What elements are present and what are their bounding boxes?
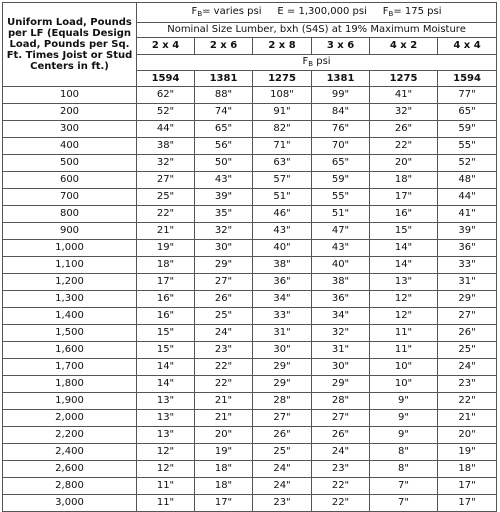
fb-value-0: 1594 [137,71,195,87]
span-cell: 47" [312,223,370,240]
row-header-cell: Uniform Load, Pounds per LF (Equals Design Load, Pounds per Sq. Ft. Times Joist or Stud Centers in ft.) [3,3,137,87]
span-cell: 39" [195,189,253,206]
e-value: E = 1,300,000 psi [277,6,367,17]
fb-value-5: 1594 [438,71,497,87]
table-row [3,410,497,427]
span-cell: 33" [438,257,497,274]
span-cell: 26" [438,325,497,342]
span-cell: 23" [195,342,253,359]
span-cell: 18" [195,478,253,495]
span-cell: 39" [438,223,497,240]
load-cell: 800 [3,206,137,223]
span-cell: 27" [438,308,497,325]
table-row [3,155,497,172]
span-cell: 74" [195,104,253,121]
span-cell: 62" [137,87,195,104]
span-cell: 26" [253,427,312,444]
load-cell: 2,600 [3,461,137,478]
fv-symbol: F [382,6,389,17]
fb-label-symbol: F [302,56,309,67]
span-cell: 19" [137,240,195,257]
load-cell: 2,400 [3,444,137,461]
load-cell: 3,000 [3,495,137,512]
span-cell: 26" [312,427,370,444]
span-cell: 18" [438,461,497,478]
span-cell: 55" [438,138,497,155]
span-cell: 22" [195,376,253,393]
span-cell: 28" [312,393,370,410]
table-row [3,427,497,444]
span-cell: 18" [137,257,195,274]
span-cell: 9" [370,393,438,410]
span-cell: 7" [370,495,438,512]
span-cell: 16" [137,308,195,325]
span-cell: 27" [195,274,253,291]
span-cell: 29" [312,376,370,393]
span-cell: 25" [137,189,195,206]
span-cell: 108" [253,87,312,104]
span-data-body [3,87,497,512]
span-cell: 30" [253,342,312,359]
table-row [3,240,497,257]
load-cell: 2,000 [3,410,137,427]
span-cell: 31" [253,325,312,342]
span-cell: 33" [253,308,312,325]
span-cell: 70" [312,138,370,155]
span-cell: 9" [370,410,438,427]
span-cell: 23" [253,495,312,512]
span-cell: 31" [312,342,370,359]
span-cell: 17" [370,189,438,206]
table-row [3,291,497,308]
load-cell: 1,800 [3,376,137,393]
table-row [3,172,497,189]
span-cell: 48" [438,172,497,189]
span-cell: 43" [253,223,312,240]
span-cell: 21" [438,410,497,427]
fb-label-subscript: B [308,60,314,68]
span-cell: 27" [312,410,370,427]
design-params-cell [137,3,497,23]
span-cell: 38" [137,138,195,155]
span-cell: 38" [253,257,312,274]
size-header-2: 2 x 8 [253,38,312,55]
load-cell: 1,700 [3,359,137,376]
load-cell: 300 [3,121,137,138]
table-row [3,325,497,342]
table-row [3,393,497,410]
span-cell: 51" [253,189,312,206]
load-cell: 1,200 [3,274,137,291]
span-cell: 18" [370,172,438,189]
span-cell: 17" [438,478,497,495]
span-cell: 11" [137,495,195,512]
load-cell: 1,500 [3,325,137,342]
span-cell: 43" [195,172,253,189]
span-cell: 12" [137,461,195,478]
span-cell: 52" [137,104,195,121]
span-cell: 24" [195,325,253,342]
fb-value-3: 1381 [312,71,370,87]
load-cell: 1,000 [3,240,137,257]
span-cell: 30" [195,240,253,257]
span-cell: 11" [370,342,438,359]
span-cell: 44" [438,189,497,206]
table-row [3,461,497,478]
span-cell: 71" [253,138,312,155]
table-row [3,121,497,138]
span-cell: 63" [253,155,312,172]
span-cell: 23" [438,376,497,393]
load-cell: 2,800 [3,478,137,495]
table-row [3,223,497,240]
span-cell: 21" [195,410,253,427]
load-cell: 1,600 [3,342,137,359]
span-cell: 8" [370,461,438,478]
size-header-5: 4 x 4 [438,38,497,55]
span-cell: 23" [312,461,370,478]
span-cell: 13" [137,427,195,444]
span-cell: 32" [370,104,438,121]
load-cell: 700 [3,189,137,206]
span-cell: 65" [438,104,497,121]
span-cell: 41" [370,87,438,104]
span-cell: 76" [312,121,370,138]
span-cell: 77" [438,87,497,104]
span-cell: 59" [438,121,497,138]
span-cell: 15" [370,223,438,240]
span-cell: 10" [370,359,438,376]
span-cell: 40" [253,240,312,257]
span-cell: 52" [438,155,497,172]
table-row [3,444,497,461]
span-cell: 22" [312,478,370,495]
span-cell: 34" [253,291,312,308]
fb-value-2: 1275 [253,71,312,87]
span-cell: 44" [137,121,195,138]
size-header-4: 4 x 2 [370,38,438,55]
span-cell: 12" [370,308,438,325]
fv-value: = 175 psi [393,6,442,17]
span-cell: 55" [312,189,370,206]
span-cell: 21" [195,393,253,410]
span-cell: 20" [370,155,438,172]
span-cell: 13" [137,410,195,427]
span-cell: 29" [438,291,497,308]
span-cell: 12" [370,291,438,308]
span-cell: 13" [137,393,195,410]
table-row [3,257,497,274]
load-cell: 2,200 [3,427,137,444]
span-cell: 32" [312,325,370,342]
load-cell: 100 [3,87,137,104]
span-cell: 27" [137,172,195,189]
span-cell: 38" [312,274,370,291]
span-cell: 17" [438,495,497,512]
span-cell: 12" [137,444,195,461]
span-cell: 36" [438,240,497,257]
span-cell: 24" [253,478,312,495]
span-cell: 99" [312,87,370,104]
span-cell: 50" [195,155,253,172]
span-cell: 24" [312,444,370,461]
load-cell: 1,900 [3,393,137,410]
span-cell: 59" [312,172,370,189]
span-cell: 40" [312,257,370,274]
span-cell: 24" [253,461,312,478]
span-cell: 32" [137,155,195,172]
table-row [3,376,497,393]
span-cell: 17" [195,495,253,512]
load-cell: 500 [3,155,137,172]
span-cell: 15" [137,342,195,359]
span-cell: 9" [370,427,438,444]
load-cell: 600 [3,172,137,189]
span-cell: 24" [438,359,497,376]
fb-value: = varies psi [202,6,262,17]
span-cell: 26" [195,291,253,308]
span-cell: 43" [312,240,370,257]
span-cell: 22" [312,495,370,512]
table-row [3,87,497,104]
span-cell: 20" [195,427,253,444]
load-cell: 1,300 [3,291,137,308]
table-row [3,104,497,121]
span-cell: 13" [370,274,438,291]
span-cell: 65" [312,155,370,172]
span-cell: 14" [370,240,438,257]
span-cell: 22" [195,359,253,376]
params-row [3,3,497,23]
load-cell: 200 [3,104,137,121]
fb-subscript: B [197,10,203,18]
span-cell: 91" [253,104,312,121]
span-cell: 14" [370,257,438,274]
span-cell: 16" [137,291,195,308]
table-row [3,478,497,495]
fb-psi-label [137,55,497,71]
size-header-3: 3 x 6 [312,38,370,55]
span-cell: 32" [195,223,253,240]
span-cell: 35" [195,206,253,223]
span-cell: 14" [137,359,195,376]
table-row [3,495,497,512]
fv-subscript: B [388,10,394,18]
span-cell: 21" [137,223,195,240]
span-cell: 29" [195,257,253,274]
span-cell: 15" [137,325,195,342]
span-cell: 7" [370,478,438,495]
span-cell: 28" [253,393,312,410]
span-cell: 18" [195,461,253,478]
load-cell: 1,400 [3,308,137,325]
table-row [3,189,497,206]
load-cell: 400 [3,138,137,155]
size-header-1: 2 x 6 [195,38,253,55]
span-cell: 57" [253,172,312,189]
size-header-0: 2 x 4 [137,38,195,55]
span-cell: 25" [195,308,253,325]
table-row [3,359,497,376]
span-cell: 10" [370,376,438,393]
span-cell: 26" [370,121,438,138]
span-cell: 88" [195,87,253,104]
table-row [3,342,497,359]
table-row [3,138,497,155]
span-cell: 46" [253,206,312,223]
nominal-size-subtitle: Nominal Size Lumber, bxh (S4S) at 19% Maximum Moisture [137,23,497,38]
fb-value-4: 1275 [370,71,438,87]
span-cell: 11" [370,325,438,342]
span-cell: 36" [253,274,312,291]
span-cell: 8" [370,444,438,461]
span-cell: 16" [370,206,438,223]
span-cell: 19" [195,444,253,461]
fb-value-1: 1381 [195,71,253,87]
span-table-container [2,2,496,512]
span-cell: 56" [195,138,253,155]
span-cell: 25" [438,342,497,359]
span-cell: 27" [253,410,312,427]
span-cell: 29" [253,376,312,393]
span-cell: 82" [253,121,312,138]
span-cell: 11" [137,478,195,495]
table-row [3,274,497,291]
load-cell: 900 [3,223,137,240]
lumber-span-table [2,2,497,512]
span-cell: 31" [438,274,497,291]
span-cell: 22" [137,206,195,223]
span-cell: 51" [312,206,370,223]
span-cell: 22" [438,393,497,410]
span-cell: 19" [438,444,497,461]
span-cell: 22" [370,138,438,155]
table-row [3,308,497,325]
span-cell: 34" [312,308,370,325]
span-cell: 65" [195,121,253,138]
span-cell: 41" [438,206,497,223]
span-cell: 25" [253,444,312,461]
span-cell: 84" [312,104,370,121]
span-cell: 30" [312,359,370,376]
table-row [3,206,497,223]
span-cell: 36" [312,291,370,308]
fb-symbol: F [191,6,198,17]
span-cell: 17" [137,274,195,291]
fb-label-unit: psi [313,56,331,67]
span-cell: 14" [137,376,195,393]
span-cell: 29" [253,359,312,376]
load-cell: 1,100 [3,257,137,274]
span-cell: 20" [438,427,497,444]
